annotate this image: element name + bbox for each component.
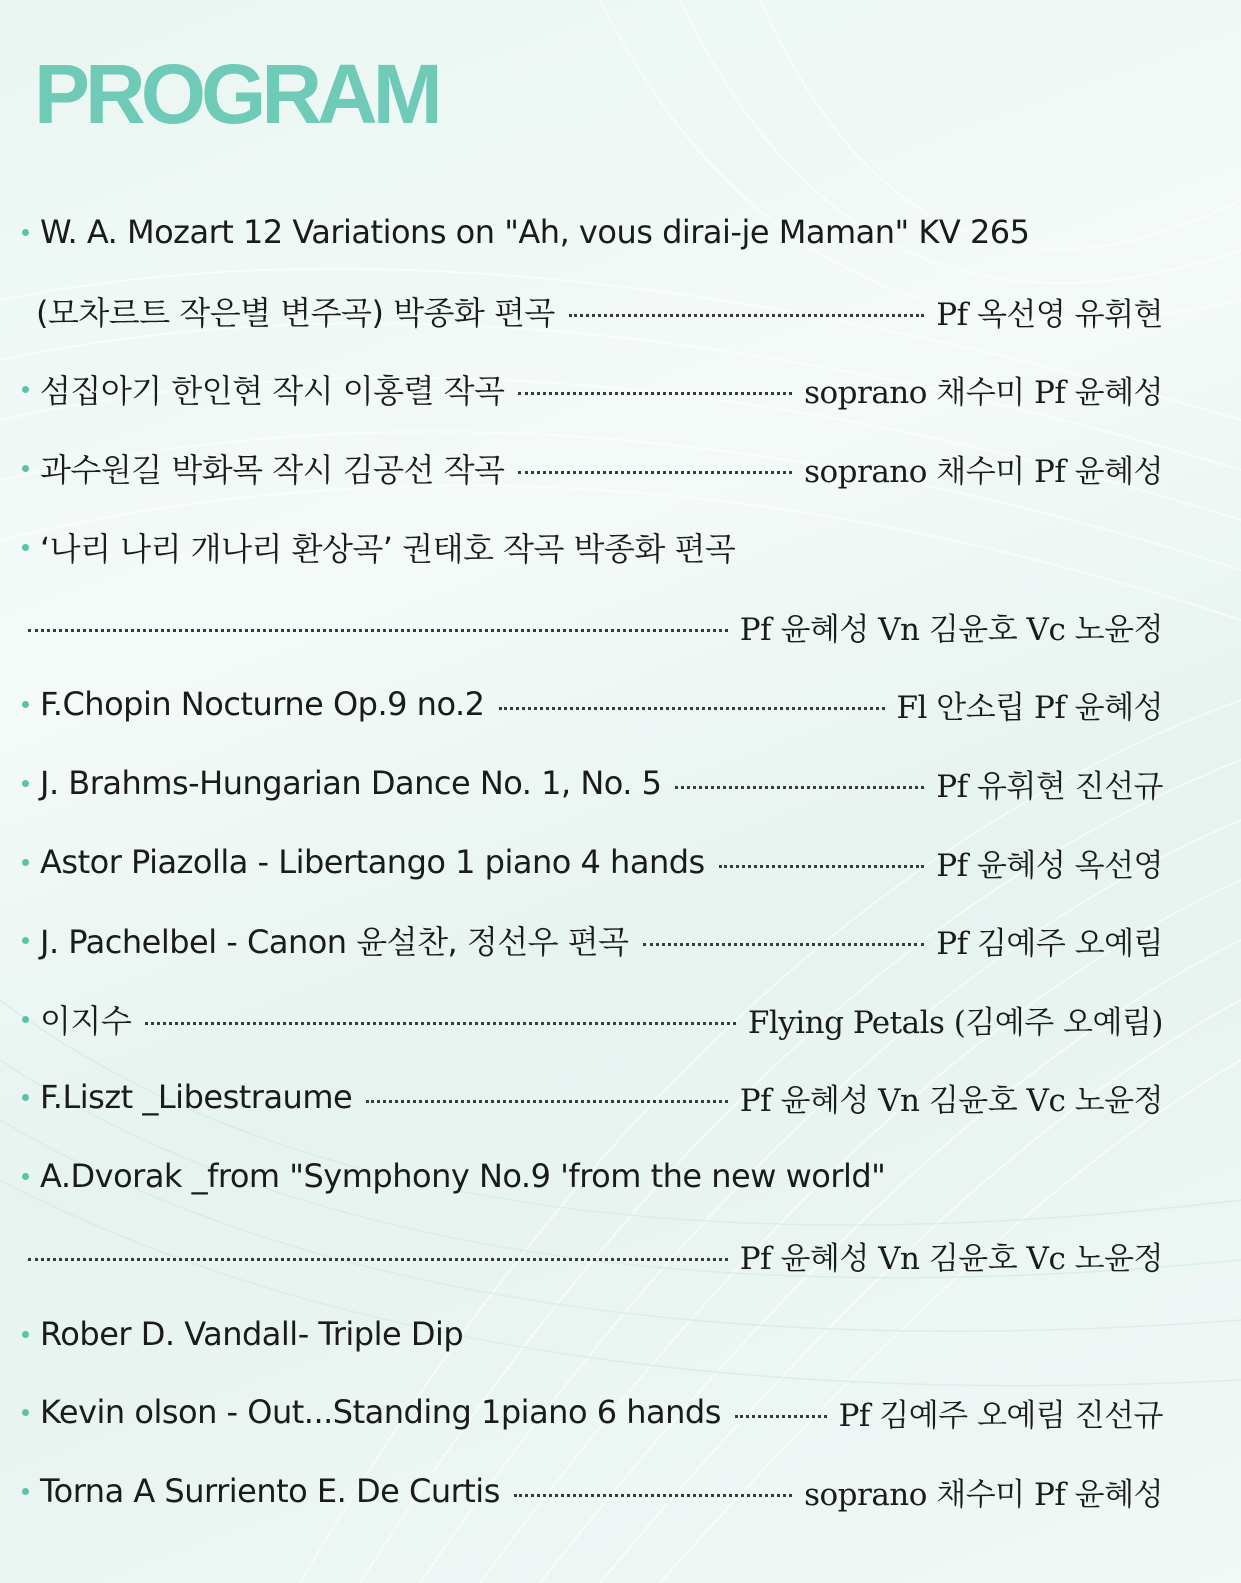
- program-item: [0, 525, 1241, 569]
- program-item: [0, 210, 1241, 254]
- dotted-leader: [735, 1415, 827, 1418]
- bullet-icon: [22, 386, 29, 393]
- program-item: [0, 1154, 1241, 1198]
- bullet-icon: [22, 780, 29, 787]
- piece-title: A.Dvorak _from "Symphony No.9 'from the new world": [40, 1157, 886, 1195]
- piece-title: 섬집아기 한인현 작시 이홍렬 작곡: [40, 372, 505, 410]
- program-item: [0, 1469, 1241, 1513]
- dotted-leader: [514, 1494, 792, 1497]
- piece-title: 이지수: [40, 1002, 132, 1040]
- dotted-leader: [28, 1258, 728, 1261]
- piece-title: W. A. Mozart 12 Variations on "Ah, vous dirai-je Maman" KV 265: [40, 213, 1030, 251]
- dotted-leader: [518, 471, 792, 474]
- performers: Flying Petals (김예주 오예림): [747, 1004, 1163, 1041]
- dotted-leader: [499, 707, 885, 710]
- program-item: [0, 289, 1241, 333]
- dotted-leader: [643, 943, 925, 946]
- bullet-icon: [22, 701, 29, 708]
- dotted-leader: [719, 865, 925, 868]
- piece-title: Astor Piazolla - Libertango 1 piano 4 hands: [40, 843, 705, 881]
- bullet-icon: [22, 1016, 29, 1023]
- performers: soprano 채수미 Pf 윤혜성: [804, 453, 1163, 490]
- dotted-leader: [518, 392, 792, 395]
- performers: soprano 채수미 Pf 윤혜성: [804, 1476, 1163, 1513]
- program-item: [0, 1075, 1241, 1119]
- performers: Pf 김예주 오예림 진선규: [838, 1397, 1163, 1434]
- program-item: [0, 1390, 1241, 1434]
- performers: soprano 채수미 Pf 윤혜성: [804, 374, 1163, 411]
- program-item: [0, 997, 1241, 1041]
- program-item: [0, 604, 1241, 648]
- program-item: [0, 1312, 1241, 1356]
- bullet-icon: [22, 1331, 29, 1338]
- piece-title: F.Liszt _Libestraume: [40, 1078, 353, 1116]
- bullet-icon: [22, 544, 29, 551]
- performers: Pf 윤혜성 Vn 김윤호 Vc 노윤정: [739, 611, 1163, 648]
- piece-title: Torna A Surriento E. De Curtis: [40, 1472, 500, 1510]
- performers: Pf 옥선영 유휘현: [936, 296, 1163, 333]
- program-item: [0, 918, 1241, 962]
- program-item: [0, 367, 1241, 411]
- performers: Pf 유휘현 진선규: [936, 768, 1163, 805]
- dotted-leader: [675, 786, 924, 789]
- piece-title: F.Chopin Nocturne Op.9 no.2: [40, 685, 485, 723]
- program-item: [0, 761, 1241, 805]
- dotted-leader: [28, 629, 728, 632]
- bullet-icon: [22, 1094, 29, 1101]
- piece-title: 과수원길 박화목 작시 김공선 작곡: [40, 451, 505, 489]
- performers: Pf 윤혜성 옥선영: [936, 847, 1163, 884]
- piece-title: (모차르트 작은별 변주곡) 박종화 편곡: [36, 294, 555, 332]
- performers: Fl 안소립 Pf 윤혜성: [896, 689, 1163, 726]
- bullet-icon: [22, 229, 29, 236]
- bullet-icon: [22, 1488, 29, 1495]
- bullet-icon: [22, 859, 29, 866]
- piece-title: ‘나리 나리 개나리 환상곡’ 권태호 작곡 박종화 편곡: [40, 530, 736, 568]
- dotted-leader: [569, 314, 924, 317]
- bullet-icon: [22, 937, 29, 944]
- performers: Pf 김예주 오예림: [936, 925, 1163, 962]
- bullet-icon: [22, 1173, 29, 1180]
- program-item: [0, 1233, 1241, 1277]
- piece-title: J. Brahms-Hungarian Dance No. 1, No. 5: [40, 764, 662, 802]
- dotted-leader: [366, 1100, 728, 1103]
- dotted-leader: [145, 1022, 736, 1025]
- program-item: [0, 840, 1241, 884]
- piece-title: J. Pachelbel - Canon 윤설찬, 정선우 편곡: [40, 923, 629, 961]
- bullet-icon: [22, 465, 29, 472]
- program-item: [0, 446, 1241, 490]
- performers: Pf 윤혜성 Vn 김윤호 Vc 노윤정: [739, 1082, 1163, 1119]
- page-title: PROGRAM: [34, 47, 438, 141]
- program-item: [0, 682, 1241, 726]
- bullet-icon: [22, 1409, 29, 1416]
- piece-title: Rober D. Vandall- Triple Dip: [40, 1315, 464, 1353]
- piece-title: Kevin olson - Out...Standing 1piano 6 hands: [40, 1393, 721, 1431]
- performers: Pf 윤혜성 Vn 김윤호 Vc 노윤정: [739, 1240, 1163, 1277]
